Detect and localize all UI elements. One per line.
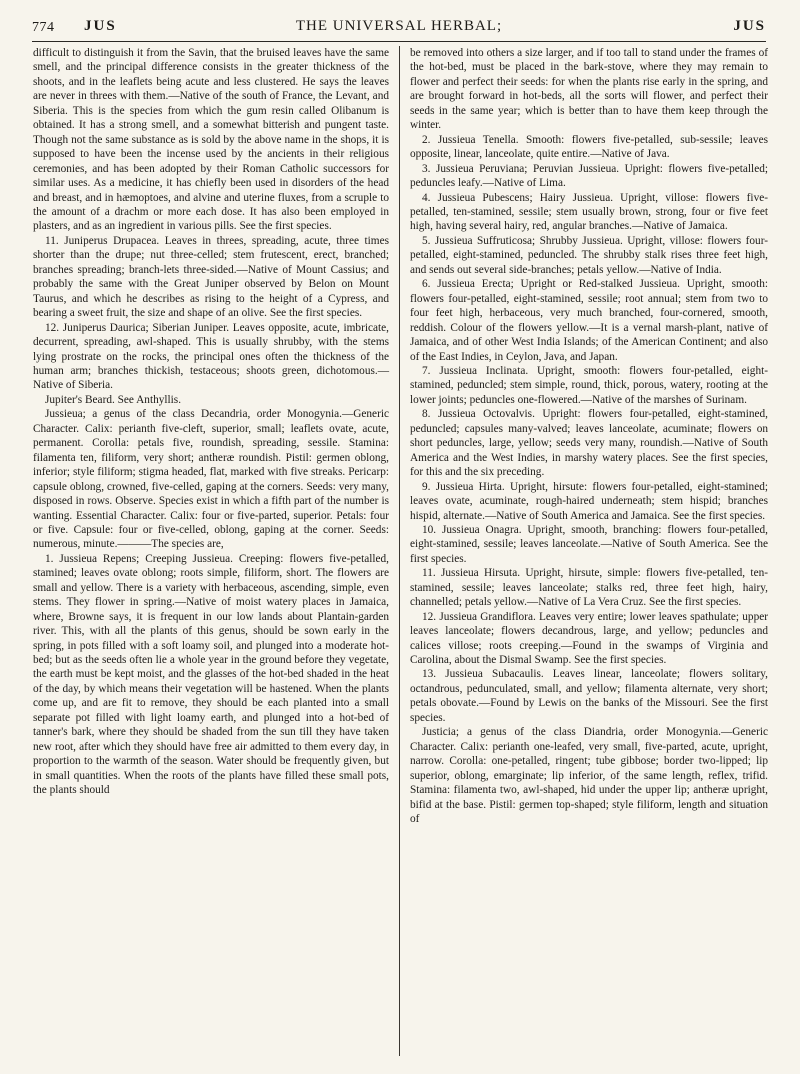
page-number: 774	[32, 20, 55, 35]
left-column	[33, 46, 389, 798]
header-catchword-left: JUS	[84, 18, 117, 34]
column-divider	[399, 46, 400, 1056]
paragraph: be removed into others a size larger, and if too tall to stand under the frames of the hot-bed, must be placed in the bark-stove, where they may remain to flower and perfect their seeds: for when the plants rise early in the spring, and are brought forward in hot-beds, all the sorts will flower, and perfect their seeds in the same year; which is better than to have them keep through the winter.	[410, 47, 768, 132]
paragraph: Jupiter's Beard. See Anthyllis.	[45, 393, 182, 406]
paragraph: 11. Juniperus Drupacea. Leaves in threes, spreading, acute, three times shorter than the drupe; nut three-celled; stem frutescent, erect, branched; branches spreading; branch-lets three-sided.—Native of Mount Cassius; and probably the same with the Great Juniper observed by Belon on Mount Taurus, and which he describes as rising to the height of a Cypress, and bearing a sweet fruit, the size and shape of an olive. See the first species.	[33, 234, 389, 320]
paragraph: 4. Jussieua Pubescens; Hairy Jussieua. Upright, villose: flowers five-petalled, ten-stamined, sessile; stem usually brown, strong, four or five feet high, having several hairy, red, angular branches.—Native of Jamaica.	[410, 191, 768, 233]
paragraph: 12. Juniperus Daurica; Siberian Juniper. Leaves opposite, acute, imbricate, decurrent, spreading, awl-shaped. This is usually shrubby, with the stems lying prostrate on the rocks, the principal ones often the thickness of the human arm; branches thickish, testaceous; shoots green, dichotomous.—Native of Siberia.	[33, 321, 389, 392]
paragraph: 12. Jussieua Grandiflora. Leaves very entire; lower leaves spathulate; upper leaves lanceolate; flowers decandrous, large, and yellow; peduncles and calices villose; roots creeping.—Found in the swamps of Virginia and Carolina, about the Dismal Swamp. See the first species.	[410, 610, 768, 667]
paragraph: difficult to distinguish it from the Savin, that the bruised leaves have the same smell, and the principal difference consists in the greater thickness of the shoots, and in the leaflets being acute and less clustered. He says the leaves are never in threes with them.—Native of the south of France, the Levant, and Siberia. This is the species from which the gum resin called Olibanum is obtained. It has a strong smell, and a somewhat bitterish and pungent taste. Though not the same substance as is sold by the above name in the shops, it is supposed to have been the incense used by the ancients in their religious ceremonies, and has been adopted by their Roman Catholic successors for similar uses. As a medicine, it has chiefly been used in disorders of the head and breast, and in hæmoptoes, and alvine and uterine fluxes, from a scruple to the amount of a drachm or more each dose. It has also been employed in plasters, and as an ingredient in various pills. See the first species.	[33, 47, 389, 233]
paragraph: 9. Jussieua Hirta. Upright, hirsute: flowers four-petalled, eight-stamined; leaves ovate, acuminate, rough-haired underneath; stem hispid; branches hispid, alternate.—Native of South America and Jamaica. See the first species.	[410, 480, 768, 522]
paragraph: 8. Jussieua Octovalvis. Upright: flowers four-petalled, eight-stamined, peduncled; capsules many-valved; leaves lanceolate, acuminate; flowers on short peduncles, large, yellow; seeds very many, roundish.—Native of South America and the West Indies, in marshy watery places. See the first species, for this and the six preceding.	[410, 408, 768, 479]
paragraph: Jussieua; a genus of the class Decandria, order Monogynia.—Generic Character. Calix: perianth five-cleft, superior, small; leaflets ovate, acute, permanent. Corolla: petals five, roundish, spreading, sessile. Stamina: filamenta ten, filiform, very short; antheræ roundish. Pistil: germen oblong, inferior; style filiform; stigma headed, flat, marked with five streaks. Pericarp: capsule oblong, crowned, five-celled, gaping at the corners. Seeds: very many, disposed in rows. Observe. Species exist in which a fifth part of the number is wanting. Essential Character. Calix: four or five-parted, superior. Petals: four or five. Capsule: four or five-celled, oblong, gaping at the corner. Seeds: numerous, minute.———The species are,	[33, 408, 389, 551]
header-catchword-right: JUS	[733, 18, 766, 34]
right-column	[410, 46, 768, 826]
paragraph: Justicia; a genus of the class Diandria, order Monogynia.—Generic Character. Calix: perianth one-leafed, very small, five-parted, acute, upright, narrow. Corolla: one-petalled, ringent; tube gibbose; border two-lipped; lip superior, oblong, emarginate; lip inferior, of the same length, reflex, trifid. Stamina: filamenta two, awl-shaped, hid under the upper lip; antheræ upright, bifid at the base. Pistil: germen top-shaped; style filiform, length and situation of	[410, 726, 768, 826]
paragraph: 5. Jussieua Suffruticosa; Shrubby Jussieua. Upright, villose: flowers four-petalled, eight-stamined, peduncled. The shrubby stalk rises three feet high, and sends out several side-branches; petals yellow.—Native of India.	[410, 234, 768, 276]
paragraph: 1. Jussieua Repens; Creeping Jussieua. Creeping: flowers five-petalled, stamined; leaves ovate oblong; roots simple, filiform, short. The flowers are small and yellow. There is a variety with herbaceous, ascending, simple, even stems. They flower in spring.—Native of moist watery places in Jamaica, where, Browne says, it is frequent in our low lands about Plantain-garden river. This, with all the plants of this genus, should be sown early in the spring, in pots filled with a soft loamy soil, and plunged into a moderate hot-bed; but as the seeds often lie a whole year in the ground before they vegetate, the earth must be kept moist, and the glasses of the hot-bed shaded in the heat of the day, by which means their vegetation will be hastened. When the plants come up, and are fit to remove, they should be each planted into a small separate pot filled with light loamy earth, and plunged into a hot-bed of tanner's bark, where they should be shaded from the sun till they have taken new root, after which they should have free air admitted to them every day, in proportion to the warmth of the season. Water should be frequently given, but in small quantities. When the roots of the plants have filled these small pots, the plants should	[33, 552, 389, 797]
paragraph: 11. Jussieua Hirsuta. Upright, hirsute, simple: flowers five-petalled, ten-stamined, sessile; leaves lanceolate; stalks red, three feet high, hairy, channelled; petals yellow.—Native of La Vera Cruz. See the first species.	[410, 567, 768, 609]
paragraph: 3. Jussieua Peruviana; Peruvian Jussieua. Upright: flowers five-petalled; peduncles leafy.—Native of Lima.	[410, 162, 768, 190]
paragraph: 10. Jussieua Onagra. Upright, smooth, branching: flowers four-petalled, eight-stamined, sessile; leaves lanceolate.—Native of South America. See the first species.	[410, 523, 768, 565]
header-rule	[32, 41, 766, 42]
paragraph: 7. Jussieua Inclinata. Upright, smooth: flowers four-petalled, eight-stamined, peduncled; stem simple, round, thick, porous, watery, rooting at the lower joints; peduncles one-flowered.—Native of the marshes of Surinam.	[410, 364, 768, 406]
paragraph: 6. Jussieua Erecta; Upright or Red-stalked Jussieua. Upright, smooth: flowers four-petalled, eight-stamined, sessile; root annual; stem from two to four feet high, herbaceous, very much branched, four-cornered, smooth, reddish. Colour of the flowers yellow.—It is a vernal marsh-plant, native of Jamaica, and of other West India Islands; of the American Continent; and also of the East Indies, in Ceylon, Java, and Japan.	[410, 278, 768, 363]
paragraph: 2. Jussieua Tenella. Smooth: flowers five-petalled, sub-sessile; leaves opposite, linear, lanceolate, quite entire.—Native of Java.	[410, 133, 768, 161]
running-header	[32, 18, 766, 40]
page-title: THE UNIVERSAL HERBAL;	[295, 18, 503, 34]
paragraph: 13. Jussieua Subacaulis. Leaves linear, lanceolate; flowers solitary, octandrous, pedunculated, small, and yellow; filamenta alternate, very short; petals obovate.—Found by Lewis on the banks of the Missouri. See the first species.	[410, 668, 768, 724]
